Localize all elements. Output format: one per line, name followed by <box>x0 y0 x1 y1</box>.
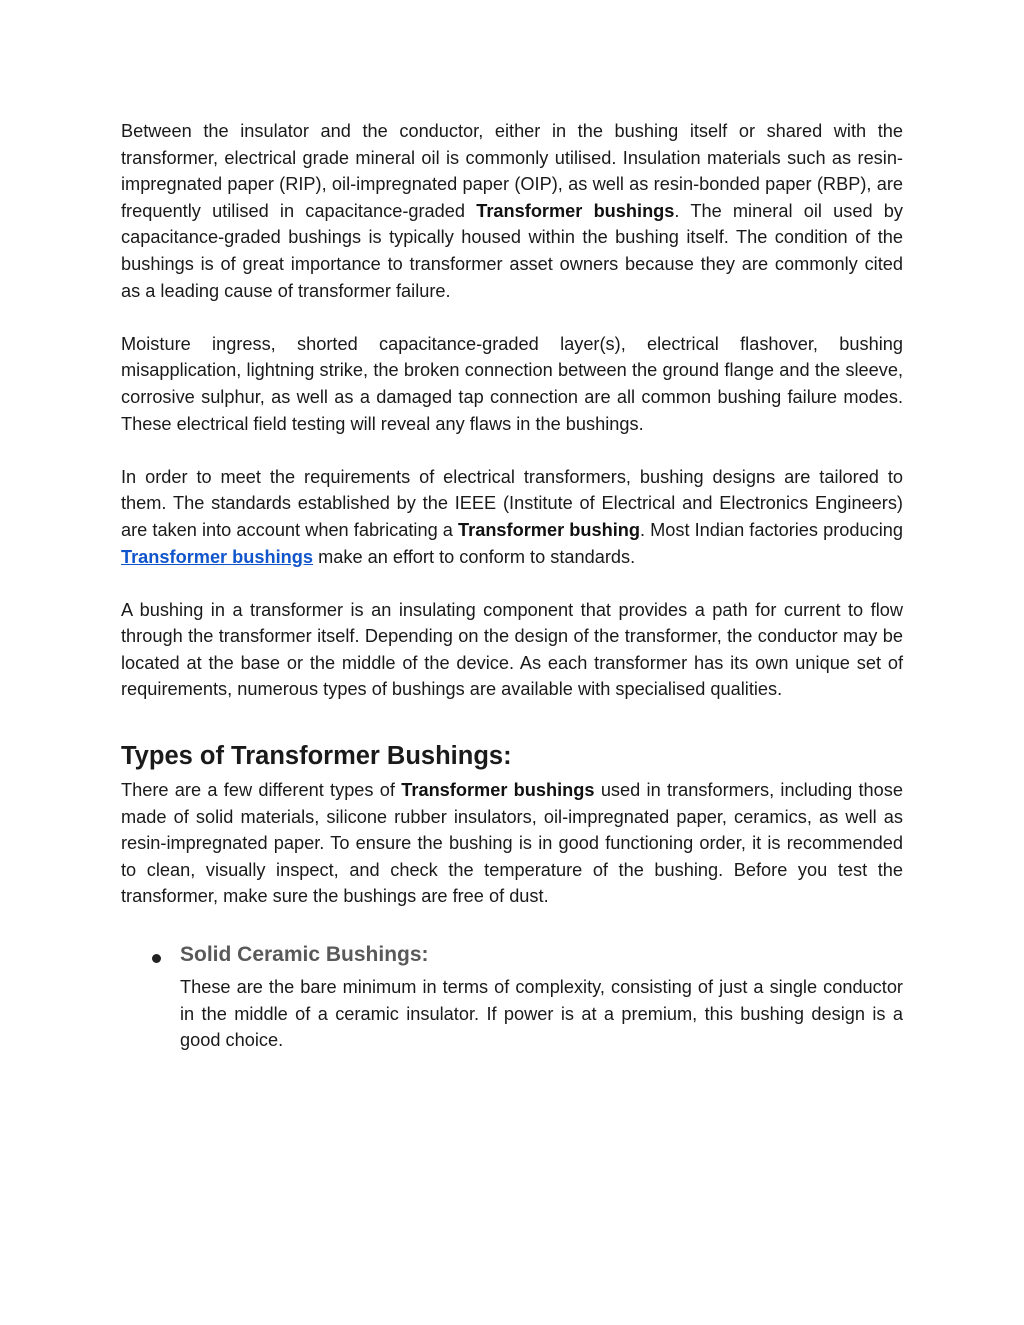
bullet-title: Solid Ceramic Bushings: <box>180 943 429 967</box>
paragraph-types-intro <box>121 777 903 910</box>
bullet-icon <box>152 954 161 963</box>
paragraph-text: A bushing in a transformer is an insulating component that provides a path for current to flow through the transformer itself. Depending on the design of the transformer, the conductor may be located at the base or the middle of the device. As each transformer has its own unique set of requirements, numerous types of bushings are available with specialised qualities. <box>121 599 903 700</box>
document-page <box>121 118 903 1054</box>
paragraph-text: . The mineral oil used by capacitance-graded bushings is typically housed within the bushing itself. The condition of the bushings is of great importance to transformer asset owners because they are commonly cited as a leading cause of transformer failure. <box>121 200 903 301</box>
paragraph-text: Moisture ingress, shorted capacitance-graded layer(s), electrical flashover, bushing misapplication, lightning strike, the broken connection between the ground flange and the sleeve, corrosive sulphur, as well as a damaged tap connection are all common bushing failure modes. These electrical field testing will reveal any flaws in the bushings. <box>121 333 903 434</box>
bold-keyword: Transformer bushings <box>476 200 675 221</box>
list-item <box>121 940 903 1054</box>
paragraph-bushing-definition <box>121 597 903 703</box>
bushing-types-list <box>121 940 903 1054</box>
paragraph-failure-modes <box>121 331 903 437</box>
paragraph-insulation-materials <box>121 118 903 304</box>
paragraph-text: make an effort to conform to standards. <box>313 546 636 567</box>
paragraph-text: used in transformers, including those made of solid materials, silicone rubber insulators, oil-impregnated paper, ceramics, as well as resin-impregnated paper. To ensure the bushing is in good functioning order, it is recommended to clean, visually inspect, and check the temperature of the bushing. Before you test the transformer, make sure the bushings are free of dust. <box>121 780 903 907</box>
paragraph-text: In order to meet the requirements of electrical transformers, bushing designs are tailored to them. The standards established by the IEEE (Institute of Electrical and Electronics Engineers) are taken into account when fabricating a <box>121 466 903 540</box>
paragraph-text: . Most Indian factories producing <box>639 519 903 540</box>
paragraph-text: There are a few different types of <box>121 780 402 801</box>
bold-keyword: Transformer bushings <box>401 780 595 801</box>
bold-keyword: Transformer bushing <box>458 519 640 540</box>
transformer-bushings-link[interactable]: Transformer bushings <box>121 546 314 567</box>
paragraph-ieee-standards <box>121 464 903 570</box>
paragraph-text: Between the insulator and the conductor, either in the bushing itself or shared with the transformer, electrical grade mineral oil is commonly utilised. Insulation materials such as resin-impregnated paper (RIP), oil-impregnated paper (OIP), as well as resin-bonded paper (RBP), are frequently utilised in capacitance-graded <box>121 121 903 221</box>
section-heading: Types of Transformer Bushings: <box>121 742 512 771</box>
bullet-description: These are the bare minimum in terms of complexity, consisting of just a single conductor in the middle of a ceramic insulator. If power is at a premium, this bushing design is a good choice. <box>180 977 903 1051</box>
